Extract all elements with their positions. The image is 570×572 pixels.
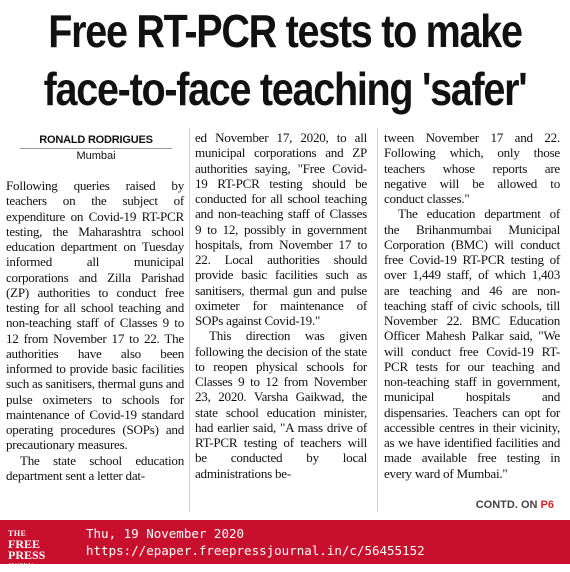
paragraph: The state school education department sent a letter dat- (6, 452, 184, 483)
paragraph: ed November 17, 2020, to all municipal corporations and ZP authorities saying, "Free Covid-19 RT-PCR testing should be conducted for all school teaching and non-teaching staff of Classes 9 to 12, possibly in government hospitals, from November 17 to 22. Local authorities should provide basic facilities such as sanitisers, thermal gun and pulse oximeter for maintenance of SOPs against Covid-19." (195, 130, 367, 328)
dateline-location: Mumbai (76, 150, 116, 162)
publication-date: Thu, 19 November 2020 (86, 526, 245, 541)
article-column-2 (195, 130, 367, 481)
continued-on-page (476, 499, 554, 511)
column-divider (377, 128, 378, 512)
headline-line-1: Free RT-PCR tests to make (48, 5, 522, 57)
paragraph: tween November 17 and 22. Following which, only those teachers whose reports are negative will be allowed to conduct classes." (384, 130, 560, 206)
continued-label: CONTD. ON (475, 499, 538, 511)
continued-page-number: P6 (540, 499, 554, 511)
free-press-journal-logo: THE FREE PRESS JOURNAL (8, 529, 46, 569)
paragraph: This direction was given following the decision of the state to reopen physical schools for Classes 9 to 12 from November 23, 2020. Varsha Gaikwad, the state school education minister, had earlier said, "A mass drive of RT-PCR testing of teachers will be conducted by local administrations be- (195, 328, 367, 481)
byline (8, 134, 184, 162)
paragraph: Following queries raised by teachers on the subject of expenditure on Covid-19 RT-PCR testing, the Maharashtra school education department on Tuesday informed all municipal corporations and Zilla Parishad (ZP) authorities to conduct free testing for all school teaching and non-teaching staff of Classes 9 to 12 from November 17 to 22. The authorities have also been informed to provide basic facilities such as sanitisers, thermal guns and pulse oximeters to schools for maintenance of Covid-19 standard operating procedures (SOPs) and precautionary measures. (6, 178, 184, 453)
author-name: RONALD RODRIGUES (39, 134, 153, 146)
headline (40, 2, 530, 118)
paragraph: The education department of the Brihanmumbai Municipal Corporation (BMC) will conduct free Covid-19 RT-PCR testing of over 1,449 staff, of which 1,403 are teaching and 46 are non-teaching staff of civic schools, till November 22. BMC Education Officer Mahesh Palkar said, "We will conduct free Covid-19 RT-PCR tests for our teaching and non-teaching staff in government, municipal hospitals and dispensaries. Teachers can opt for accessible centres in their vicinity, as we have identified facilities and made available free testing in every ward of Mumbai." (384, 206, 560, 481)
epaper-url[interactable]: https://epaper.freepressjournal.in/c/56455152 (86, 543, 425, 558)
article-column-1 (6, 178, 184, 483)
column-divider (189, 128, 190, 512)
headline-line-2: face-to-face teaching 'safer' (43, 63, 527, 115)
article-column-3 (384, 130, 560, 481)
byline-divider (20, 148, 172, 149)
footer-bar (0, 520, 570, 569)
